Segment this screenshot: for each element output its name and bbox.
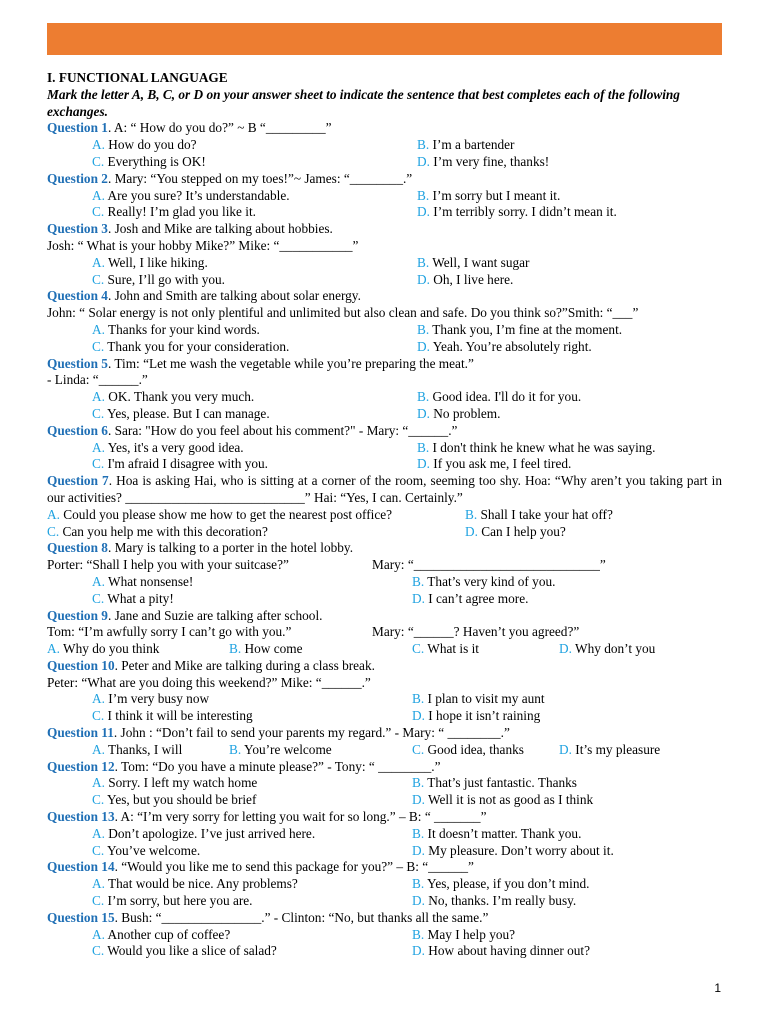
options-row: A. Thanks, I will B. You’re welcome C. Good idea, thanks D. It’s my pleasure xyxy=(92,741,661,757)
option-d: If you ask me, I feel tired. xyxy=(433,456,572,472)
option-c: Sure, I’ll go with you. xyxy=(107,271,225,287)
question-dialogue: Peter: “What are you doing this weekend?” Mike: “______.” xyxy=(47,674,371,690)
option-b: That’s just fantastic. Thanks xyxy=(427,775,577,791)
question-label: Question 9 xyxy=(47,607,108,623)
question-4 xyxy=(47,288,722,305)
options-row: C. Can you help me with this decoration? D. Can I help you? xyxy=(47,523,566,539)
question-9 xyxy=(47,608,722,625)
options-row: C. Really! I’m glad you like it. D. I’m terribly sorry. I didn’t mean it. xyxy=(92,204,617,220)
question-1 xyxy=(47,120,722,137)
question-6 xyxy=(47,423,722,440)
worksheet xyxy=(47,70,722,960)
question-2 xyxy=(47,171,722,188)
options-row: A. What nonsense! B. That’s very kind of you. xyxy=(92,573,556,589)
question-8 xyxy=(47,540,722,557)
question-label: Question 13 xyxy=(47,809,115,825)
question-stem: . Peter and Mike are talking during a class break. xyxy=(114,657,375,673)
options-row: C. Yes, please. But I can manage. D. No problem. xyxy=(92,405,501,421)
question-7 xyxy=(47,473,722,507)
option-d: I can’t agree more. xyxy=(428,590,529,606)
option-a: Thanks, I will xyxy=(108,741,183,757)
question-label: Question 2 xyxy=(47,170,108,186)
question-label: Question 1 xyxy=(47,120,108,136)
question-dialogue xyxy=(47,557,722,574)
dialogue-tom: Tom: “I’m awfully sorry I can’t go with you.” xyxy=(47,624,292,640)
option-d: How about having dinner out? xyxy=(428,943,591,959)
option-b: I’m sorry but I meant it. xyxy=(432,187,561,203)
options-row: C. I'm afraid I disagree with you. D. If you ask me, I feel tired. xyxy=(92,456,572,472)
page-number: 1 xyxy=(714,981,721,995)
options-row: C. Sure, I’ll go with you. D. Oh, I live here. xyxy=(92,271,514,287)
option-a: Don’t apologize. I’ve just arrived here. xyxy=(108,825,316,841)
question-label: Question 7 xyxy=(47,473,109,489)
question-15 xyxy=(47,910,722,927)
header-banner xyxy=(47,23,722,55)
question-stem: . A: “I’m very sorry for letting you wait for so long.” – B: “ _______” xyxy=(114,809,487,825)
option-c: What a pity! xyxy=(107,590,174,606)
option-c: Everything is OK! xyxy=(107,153,206,169)
option-d: No problem. xyxy=(433,405,501,421)
question-stem: . Josh and Mike are talking about hobbies. xyxy=(107,221,333,237)
option-d: I hope it isn’t raining xyxy=(428,708,541,724)
question-label: Question 6 xyxy=(47,422,108,438)
options-row: C. Everything is OK! D. I’m very fine, thanks! xyxy=(92,153,550,169)
options-row: C. You’ve welcome. D. My pleasure. Don’t worry about it. xyxy=(92,842,614,858)
option-a: Another cup of coffee? xyxy=(107,926,231,942)
options-row: A. That would be nice. Any problems? B. Yes, please, if you don’t mind. xyxy=(92,876,590,892)
option-d: It’s my pleasure xyxy=(575,741,661,757)
question-dialogue xyxy=(47,624,722,641)
dialogue-porter: Porter: “Shall I help you with your suitcase?” xyxy=(47,557,289,573)
option-a: That would be nice. Any problems? xyxy=(108,876,298,892)
option-a: Could you please show me how to get the nearest post office? xyxy=(63,506,393,522)
option-b: Thank you, I’m fine at the moment. xyxy=(432,321,623,337)
question-dialogue: John: “ Solar energy is not only plentiful and unlimited but also clean and safe. Do you think so?”Smith: “___” xyxy=(47,305,639,321)
options-row: A. Another cup of coffee? B. May I help you? xyxy=(92,926,516,942)
option-c: I'm afraid I disagree with you. xyxy=(107,456,268,472)
option-c: Good idea, thanks xyxy=(427,741,524,757)
option-b: I don't think he knew what he was saying. xyxy=(432,439,656,455)
option-b: Shall I take your hat off? xyxy=(480,506,613,522)
options-row: C. Would you like a slice of salad? D. How about having dinner out? xyxy=(92,943,591,959)
option-a: Sorry. I left my watch home xyxy=(108,775,258,791)
option-c: Yes, but you should be brief xyxy=(107,792,257,808)
question-dialogue: - Linda: “______.” xyxy=(47,372,148,388)
option-d: No, thanks. I’m really busy. xyxy=(428,893,577,909)
question-stem: . Hoa is asking Hai, who is sitting at a corner of the room, seeming too shy. Hoa: “Why aren’t you taking part in our activities? ___________________________” Hai: “Yes, I can. Certainly.” xyxy=(47,473,723,505)
question-label: Question 12 xyxy=(47,758,115,774)
option-d: I’m terribly sorry. I didn’t mean it. xyxy=(433,204,617,220)
options-row: A. Why do you think B. How come C. What is it D. Why don’t you xyxy=(47,641,656,657)
options-row: A. OK. Thank you very much. B. Good idea. I'll do it for you. xyxy=(92,389,582,405)
option-c: Really! I’m glad you like it. xyxy=(107,204,256,220)
option-c: I’m sorry, but here you are. xyxy=(107,893,253,909)
option-d: Well it is not as good as I think xyxy=(428,792,594,808)
question-label: Question 4 xyxy=(47,288,108,304)
option-b: I plan to visit my aunt xyxy=(427,691,545,707)
option-d: I’m very fine, thanks! xyxy=(433,153,550,169)
option-a: Well, I like hiking. xyxy=(108,254,208,270)
question-stem: . A: “ How do you do?” ~ B “_________” xyxy=(107,120,332,136)
option-b: Yes, please, if you don’t mind. xyxy=(427,876,590,892)
option-b: Good idea. I'll do it for you. xyxy=(432,389,582,405)
question-stem: . Tom: “Do you have a minute please?” - Tony: “ ________.” xyxy=(114,758,441,774)
question-label: Question 15 xyxy=(47,909,115,925)
option-a: Why do you think xyxy=(63,641,160,657)
option-b: How come xyxy=(244,641,303,657)
option-d: Oh, I live here. xyxy=(433,271,514,287)
options-row: C. Yes, but you should be brief D. Well it is not as good as I think xyxy=(92,792,594,808)
option-a: I’m very busy now xyxy=(108,691,210,707)
question-stem: . Tim: “Let me wash the vegetable while you’re preparing the meat.” xyxy=(107,355,474,371)
option-c: I think it will be interesting xyxy=(107,708,253,724)
option-d: Why don’t you xyxy=(575,641,656,657)
options-row: A. Could you please show me how to get the nearest post office? B. Shall I take your hat off? xyxy=(47,506,613,522)
question-11 xyxy=(47,725,722,742)
options-row: A. Thanks for your kind words. B. Thank you, I’m fine at the moment. xyxy=(92,321,623,337)
option-c: Would you like a slice of salad? xyxy=(107,943,277,959)
options-row: C. What a pity! D. I can’t agree more. xyxy=(92,590,529,606)
question-stem: . John : “Don’t fail to send your parents my regard.” - Mary: “ ________.” xyxy=(113,725,510,741)
option-c: Can you help me with this decoration? xyxy=(62,523,268,539)
option-c: What is it xyxy=(427,641,479,657)
option-d: My pleasure. Don’t worry about it. xyxy=(428,842,614,858)
option-d: Yeah. You’re absolutely right. xyxy=(432,338,592,354)
question-stem: . Sara: "How do you feel about his comment?" - Mary: “______.” xyxy=(107,422,458,438)
options-row: A. Don’t apologize. I’ve just arrived here. B. It doesn’t matter. Thank you. xyxy=(92,825,582,841)
question-label: Question 8 xyxy=(47,540,108,556)
instruction: Mark the letter A, B, C, or D on your answer sheet to indicate the sentence that best completes each of the following exchanges. xyxy=(47,86,680,119)
option-b: You’re welcome xyxy=(244,741,332,757)
options-row: C. I think it will be interesting D. I hope it isn’t raining xyxy=(92,708,541,724)
option-b: I’m a bartender xyxy=(432,137,515,153)
options-row: A. Are you sure? It’s understandable. B. I’m sorry but I meant it. xyxy=(92,187,561,203)
option-a: Yes, it's a very good idea. xyxy=(107,439,244,455)
options-row: A. I’m very busy now B. I plan to visit my aunt xyxy=(92,691,545,707)
option-c: Thank you for your consideration. xyxy=(107,338,290,354)
question-dialogue: Josh: “ What is your hobby Mike?” Mike: “___________” xyxy=(47,237,359,253)
question-3 xyxy=(47,221,722,238)
question-label: Question 14 xyxy=(47,859,115,875)
dialogue-mary: Mary: “____________________________” xyxy=(372,557,606,573)
question-10 xyxy=(47,658,722,675)
question-label: Question 11 xyxy=(47,725,114,741)
section-title: I. FUNCTIONAL LANGUAGE xyxy=(47,70,228,85)
question-stem: . “Would you like me to send this package for you?” – B: “______” xyxy=(114,859,474,875)
option-b: It doesn’t matter. Thank you. xyxy=(427,825,582,841)
question-stem: . John and Smith are talking about solar energy. xyxy=(107,288,361,304)
question-stem: . Mary is talking to a porter in the hotel lobby. xyxy=(107,540,354,556)
question-stem: . Bush: “_______________.” - Clinton: “No, but thanks all the same.” xyxy=(114,909,489,925)
question-stem: . Mary: “You stepped on my toes!”~ James: “________.” xyxy=(107,170,413,186)
question-label: Question 5 xyxy=(47,355,108,371)
option-a: OK. Thank you very much. xyxy=(108,389,255,405)
options-row: A. Yes, it's a very good idea. B. I don't think he knew what he was saying. xyxy=(92,439,656,455)
option-a: What nonsense! xyxy=(108,573,194,589)
option-b: Well, I want sugar xyxy=(432,254,530,270)
option-c: You’ve welcome. xyxy=(107,842,201,858)
option-b: May I help you? xyxy=(427,926,516,942)
question-5 xyxy=(47,356,722,373)
question-label: Question 3 xyxy=(47,221,108,237)
question-13 xyxy=(47,809,722,826)
options-row: C. I’m sorry, but here you are. D. No, thanks. I’m really busy. xyxy=(92,893,577,909)
option-a: Are you sure? It’s understandable. xyxy=(107,187,290,203)
question-stem: . Jane and Suzie are talking after school. xyxy=(107,607,323,623)
question-label: Question 10 xyxy=(47,657,115,673)
option-a: How do you do? xyxy=(108,137,197,153)
options-row: C. Thank you for your consideration. D. Yeah. You’re absolutely right. xyxy=(92,338,592,354)
options-row: A. How do you do? B. I’m a bartender xyxy=(92,137,515,153)
option-a: Thanks for your kind words. xyxy=(108,321,260,337)
option-b: That’s very kind of you. xyxy=(427,573,556,589)
option-d: Can I help you? xyxy=(481,523,566,539)
question-12 xyxy=(47,759,722,776)
options-row: A. Sorry. I left my watch home B. That’s just fantastic. Thanks xyxy=(92,775,577,791)
options-row: A. Well, I like hiking. B. Well, I want sugar xyxy=(92,254,530,270)
dialogue-mary: Mary: “______? Haven’t you agreed?” xyxy=(372,624,580,640)
option-c: Yes, please. But I can manage. xyxy=(107,405,270,421)
question-14 xyxy=(47,859,722,876)
